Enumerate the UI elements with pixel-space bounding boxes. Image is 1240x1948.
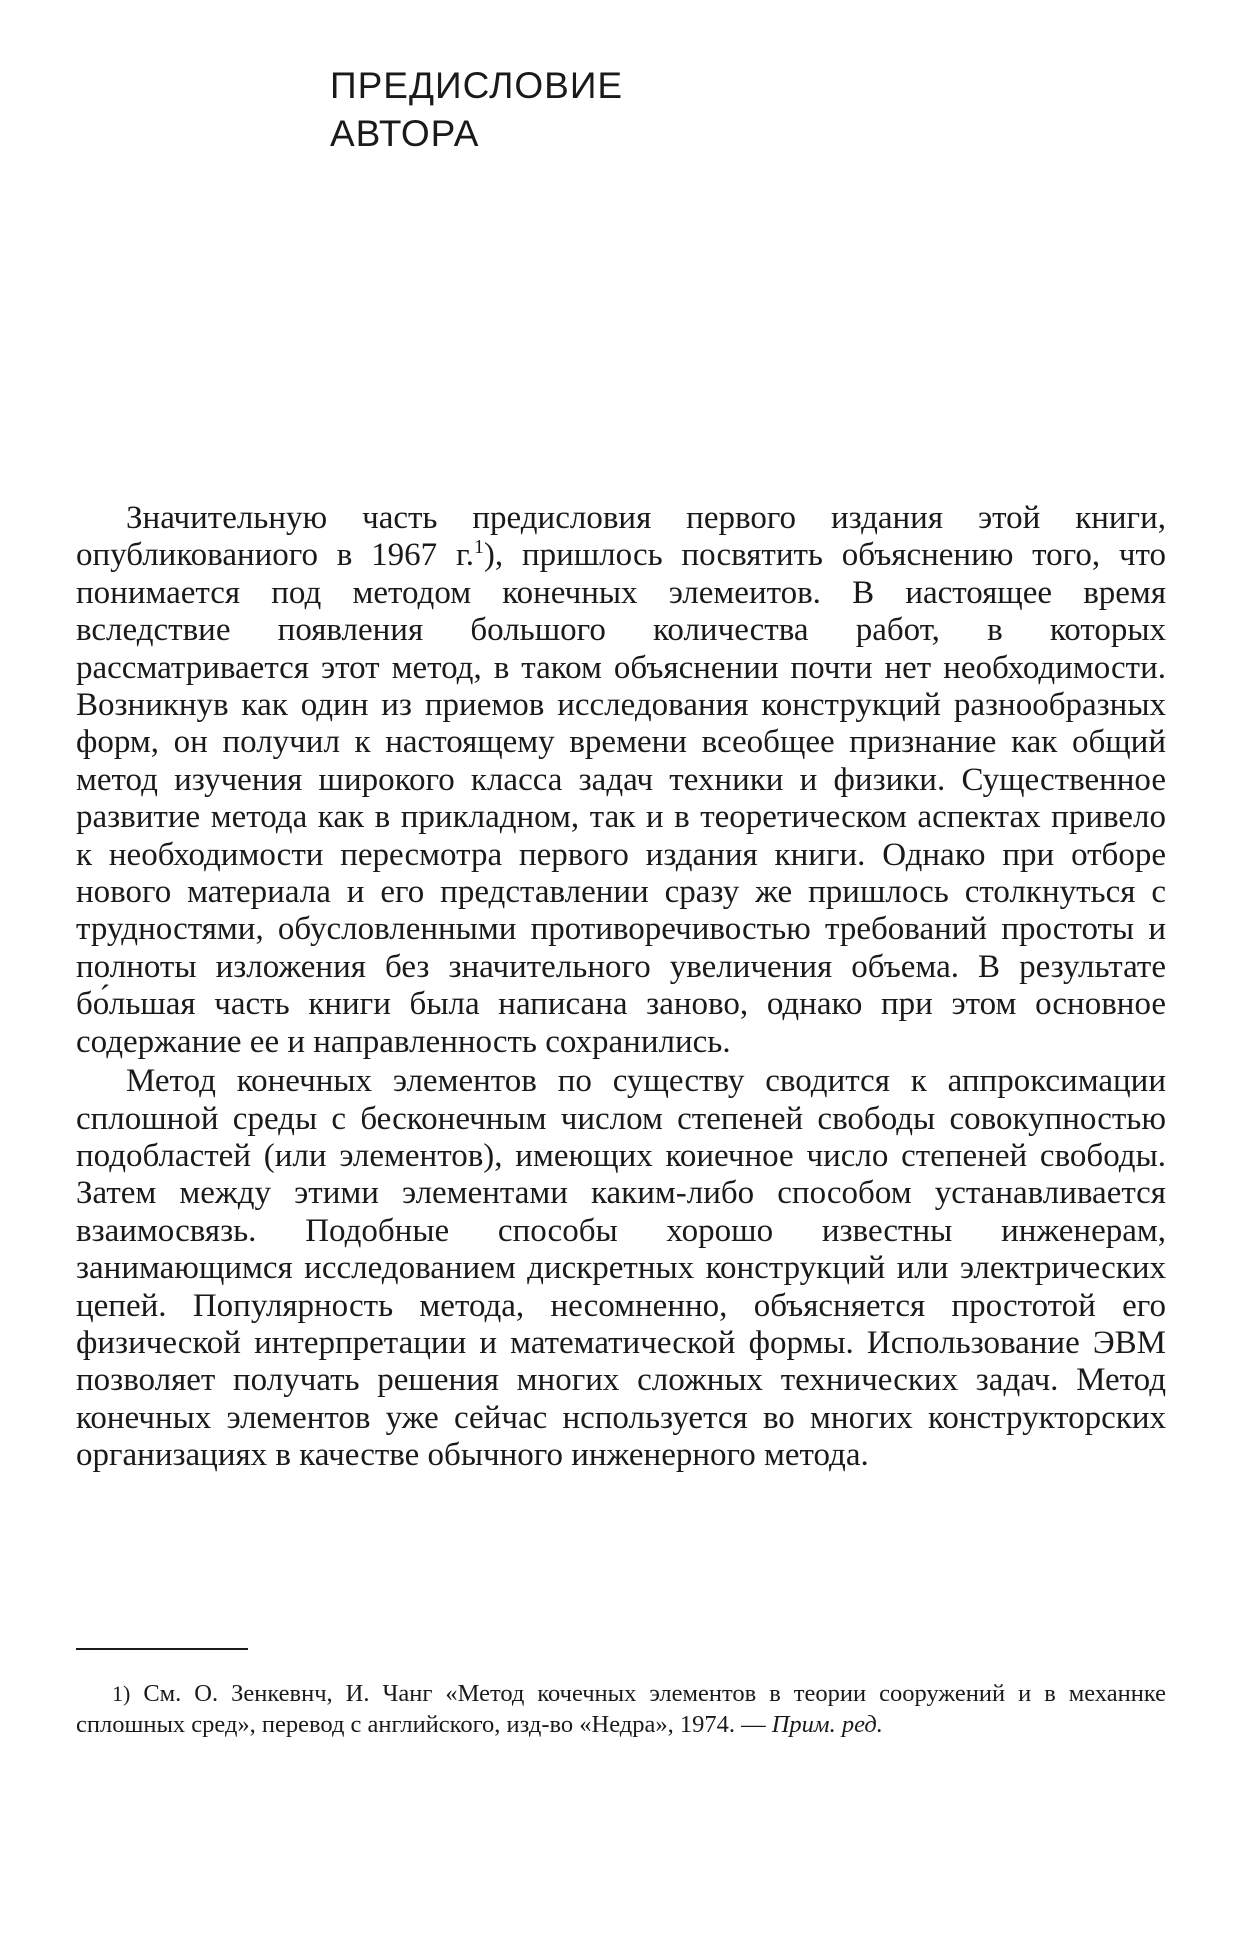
paragraph-2: Метод конечных элементов по существу сводится к аппроксимации сплошной среды с бесконечным числом степеней свободы совокупностью подобластей (или элементов), имеющих коиечное число степеней свободы. Затем между этими элементами каким-либо способом устанавливается взаимосвязь. Подобные способы хорошо известны инженерам, занимающимся исследованием дискретных конструкций или электрических цепей. Популярность метода, несомненно, объясняется простотой его физической интерпретации и математической формы. Использование ЭВМ позволяет получать решения многих сложных технических задач. Метод конечных элементов уже сейчас нспользуется во многих конструкторских организациях в качестве обычного инженерного метода. xyxy=(76,1063,1166,1474)
footnote-text: См. О. Зенкевнч, И. Чанг «Метод кочечных элементов в теории сооружений и в механнке сплошных сред», перевод с английского, изд-во «Недра», 1974. — xyxy=(76,1680,1167,1738)
paragraph-1-rest: ), пришлось посвятить объяснению того, что понимается под методом конечных элемеитов. В иастоящее время вследствие появления большого количества работ, в которых рассматривается этот метод, в таком объяснении почти нет необходимости. Возникнув как один из приемов исследования конструкций разнообразных форм, он получил к настоящему времени всеобщее признание как общий метод изучения широкого класса задач техники и физики. Существенное развитие метода как в прикладном, так и в теоретическом аспектах привело к необходимости пересмотра первого издания книги. Однако при отборе нового материала и его представлении сразу же пришлось столкнуться с трудностями, обусловленными противоречивостью требований простоты и полноты изложения без значительного увеличения объема. В результате бо́льшая часть книги была написана заново, однако при этом основное содержание ее и направленность сохранились. xyxy=(76,537,1167,1060)
paragraph-1 xyxy=(76,500,1166,1061)
main-text xyxy=(76,500,1166,1475)
paragraph-1-start: Значительную часть предисловия первого издания этой книги, опубликованиого в 1967 г. xyxy=(76,500,1166,574)
footnote xyxy=(76,1678,1166,1740)
footnote-reference: 1 xyxy=(474,536,484,559)
footnote-divider xyxy=(76,1648,248,1650)
footnote-mark: 1) xyxy=(112,1681,131,1706)
footnote-editor-note: Прим. ред. xyxy=(771,1711,883,1738)
page-title xyxy=(330,62,623,158)
title-line-1: ПРЕДИСЛОВИЕ xyxy=(330,65,624,106)
title-line-2: АВТОРА xyxy=(330,113,480,154)
